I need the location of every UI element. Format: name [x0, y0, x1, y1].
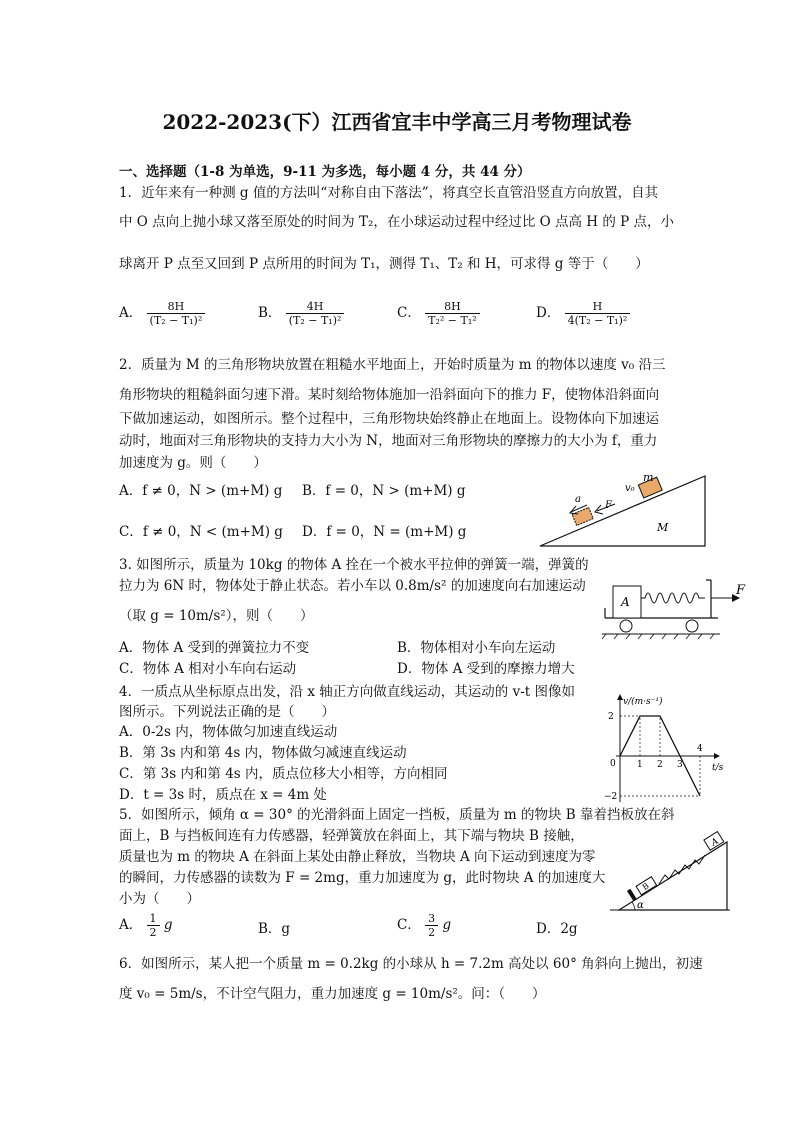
q5-line2: 面上，B 与挡板间连有力传感器，轻弹簧放在斜面上，其下端与物块 B 接触，: [119, 828, 584, 844]
label-alpha: α: [637, 900, 644, 911]
fraction: $\frac{8H}{\text{T₂² − T₁²}}$: [425, 300, 480, 327]
triangle-block: [540, 476, 705, 546]
wheel-right: [686, 620, 698, 632]
label-F: F: [605, 500, 612, 511]
q1-option-b[interactable]: B． $\frac{4H}{\text{(T₂ − T₁)²}}$: [258, 300, 344, 327]
incline-figure: [535, 468, 715, 550]
q3-line2: 拉力为 6N 时，物体处于静止状态。若小车以 0.8m/s² 的加速度向右加速运动: [119, 578, 586, 594]
y-tick-label: −2: [604, 792, 618, 802]
q3-option-c[interactable]: C．物体 A 相对小车向右运动: [119, 661, 297, 677]
svg-text:B: B: [640, 881, 651, 893]
x-tick-label: 2: [657, 760, 663, 770]
x-axis-arrow: [714, 753, 720, 759]
label-M: M: [657, 521, 669, 534]
fraction: $\frac{3}{2}$: [425, 912, 438, 939]
y-tick-label: 2: [608, 712, 614, 722]
label-F: F: [736, 583, 746, 598]
q2-line2: 角形物块的粗糙斜面匀速下滑。某时刻给物体施加一沿斜面向下的推力 F，使物体沿斜面向: [119, 387, 660, 403]
section-heading: 一、选择题（1-8 为单选，9-11 为多选，每小题 4 分，共 44 分）: [119, 164, 531, 180]
q1-line1: 1．近年来有一种测 g 值的方法叫“对称自由下落法”，将真空长直管沿竖直方向放置，自其: [119, 185, 659, 201]
x-tick-label: 0: [610, 759, 616, 769]
fraction: $\frac{8H}{\text{(T₂ − T₁)²}}$: [147, 300, 206, 327]
fraction: $\frac{1}{2}$: [147, 912, 160, 939]
q4-line2: 图所示。下列说法正确的是（ ）: [119, 704, 335, 720]
q6-line1: 6．如图所示，某人把一个质量 m = 0.2kg 的小球从 h = 7.2m 高处以 60° 角斜向上抛出，初速: [119, 956, 703, 972]
q2-line1: 2．质量为 M 的三角形物块放置在粗糙水平地面上，开始时质量为 m 的物体以速度 v₀ 沿三: [119, 357, 666, 373]
q6-line2: 度 v₀ = 5m/s，不计空气阻力，重力加速度 g = 10m/s²。问：（ ）: [119, 986, 546, 1002]
spring: [659, 855, 705, 884]
q2-option-b[interactable]: B．f = 0，N > (m+M) g: [302, 483, 466, 499]
vt-graph: [600, 692, 740, 804]
wheel-left: [620, 620, 632, 632]
q4-option-b[interactable]: B．第 3s 内和第 4s 内，物体做匀减速直线运动: [119, 745, 407, 761]
q3-option-b[interactable]: B．物体相对小车向左运动: [397, 640, 556, 656]
q4-option-d[interactable]: D．t = 3s 时，质点在 x = 4m 处: [119, 787, 327, 803]
fraction: $\frac{H}{\text{4(T₂ − T₁)²}}$: [565, 300, 631, 327]
block-b: [636, 877, 657, 895]
fraction: $\frac{4H}{\text{(T₂ − T₁)²}}$: [286, 300, 345, 327]
x-tick-label: 3: [677, 760, 683, 770]
barrier: [627, 889, 637, 901]
spring: [641, 593, 705, 603]
x-tick-label: 4: [697, 744, 703, 754]
q1-option-c[interactable]: C． $\frac{8H}{\text{T₂² − T₁²}}$: [397, 300, 480, 327]
slope-figure: [605, 818, 735, 914]
q1-option-a[interactable]: A． $\frac{8H}{\text{(T₂ − T₁)²}}$: [119, 300, 205, 327]
block-a: [704, 832, 724, 852]
q5-line5: 小为（ ）: [119, 891, 200, 907]
q2-line5: 加速度为 g。则（ ）: [119, 455, 267, 471]
q4-line1: 4．一质点从坐标原点出发，沿 x 轴正方向做直线运动，其运动的 v-t 图像如: [119, 684, 575, 700]
x-axis-label: t/s: [712, 763, 724, 773]
label-A: A: [621, 595, 630, 609]
q2-option-d[interactable]: D．f = 0，N = (m+M) g: [302, 524, 467, 540]
q3-line3: （取 g = 10m/s²），则（ ）: [119, 608, 314, 624]
q2-line3: 下做加速运动，如图所示。整个过程中，三角形物块始终静止在地面上。设物体向下加速运: [119, 411, 659, 427]
q1-line3: 球离开 P 点至又回到 P 点所用的时间为 T₁，测得 T₁、T₂ 和 H，可求得 g 等于（ ）: [119, 256, 649, 272]
y-axis-label: v/(m·s⁻¹): [623, 697, 663, 707]
q5-line3: 质量也为 m 的物块 A 在斜面上某处由静止释放，当物块 A 向下运动到速度为零: [119, 849, 596, 865]
q3-option-a[interactable]: A．物体 A 受到的弹簧拉力不变: [119, 640, 310, 656]
q5-option-a[interactable]: A． $\frac{1}{2}$ g: [119, 912, 173, 939]
q3-option-d[interactable]: D．物体 A 受到的摩擦力增大: [397, 661, 575, 677]
svg-text:A: A: [709, 836, 721, 849]
q5-option-d[interactable]: D．2g: [536, 921, 578, 937]
q4-option-a[interactable]: A．0-2s 内，物体做匀加速直线运动: [119, 724, 338, 740]
q5-option-b[interactable]: B．g: [258, 921, 291, 937]
label-a: a: [575, 494, 581, 505]
q5-line4: 的瞬间，力传感器的读数为 F = 2mg，重力加速度为 g，此时物块 A 的加速度大: [119, 870, 606, 886]
q2-option-a[interactable]: A．f ≠ 0，N > (m+M) g: [119, 483, 283, 499]
q5-option-c[interactable]: C． $\frac{3}{2}$ g: [397, 912, 452, 939]
cart-figure: [600, 572, 760, 642]
q3-line1: 3. 如图所示，质量为 10kg 的物体 A 拴在一个被水平拉伸的弹簧一端，弹簧的: [119, 557, 589, 573]
label-m: m: [643, 471, 654, 484]
q5-line1: 5．如图所示，倾角 α = 30° 的光滑斜面上固定一挡板，质量为 m 的物块 B 靠着挡板放在斜: [119, 807, 675, 823]
q2-option-c[interactable]: C．f ≠ 0，N < (m+M) g: [119, 524, 283, 540]
q1-option-d[interactable]: D． $\frac{H}{\text{4(T₂ − T₁)²}}$: [536, 300, 630, 327]
q1-line2: 中 O 点向上抛小球又落至原处的时间为 T₂，在小球运动过程中经过比 O 点高 H 的 P 点，小: [119, 214, 675, 230]
x-tick-label: 1: [637, 760, 643, 770]
page-title: 2022-2023(下）江西省宜丰中学高三月考物理试卷: [162, 110, 632, 134]
q2-line4: 动时，地面对三角形物块的支持力大小为 N，地面对三角形物块的摩擦力的大小为 f，重力: [119, 433, 658, 449]
q4-option-c[interactable]: C．第 3s 内和第 4s 内，质点位移大小相等，方向相同: [119, 766, 448, 782]
label-v0: v₀: [625, 483, 635, 494]
